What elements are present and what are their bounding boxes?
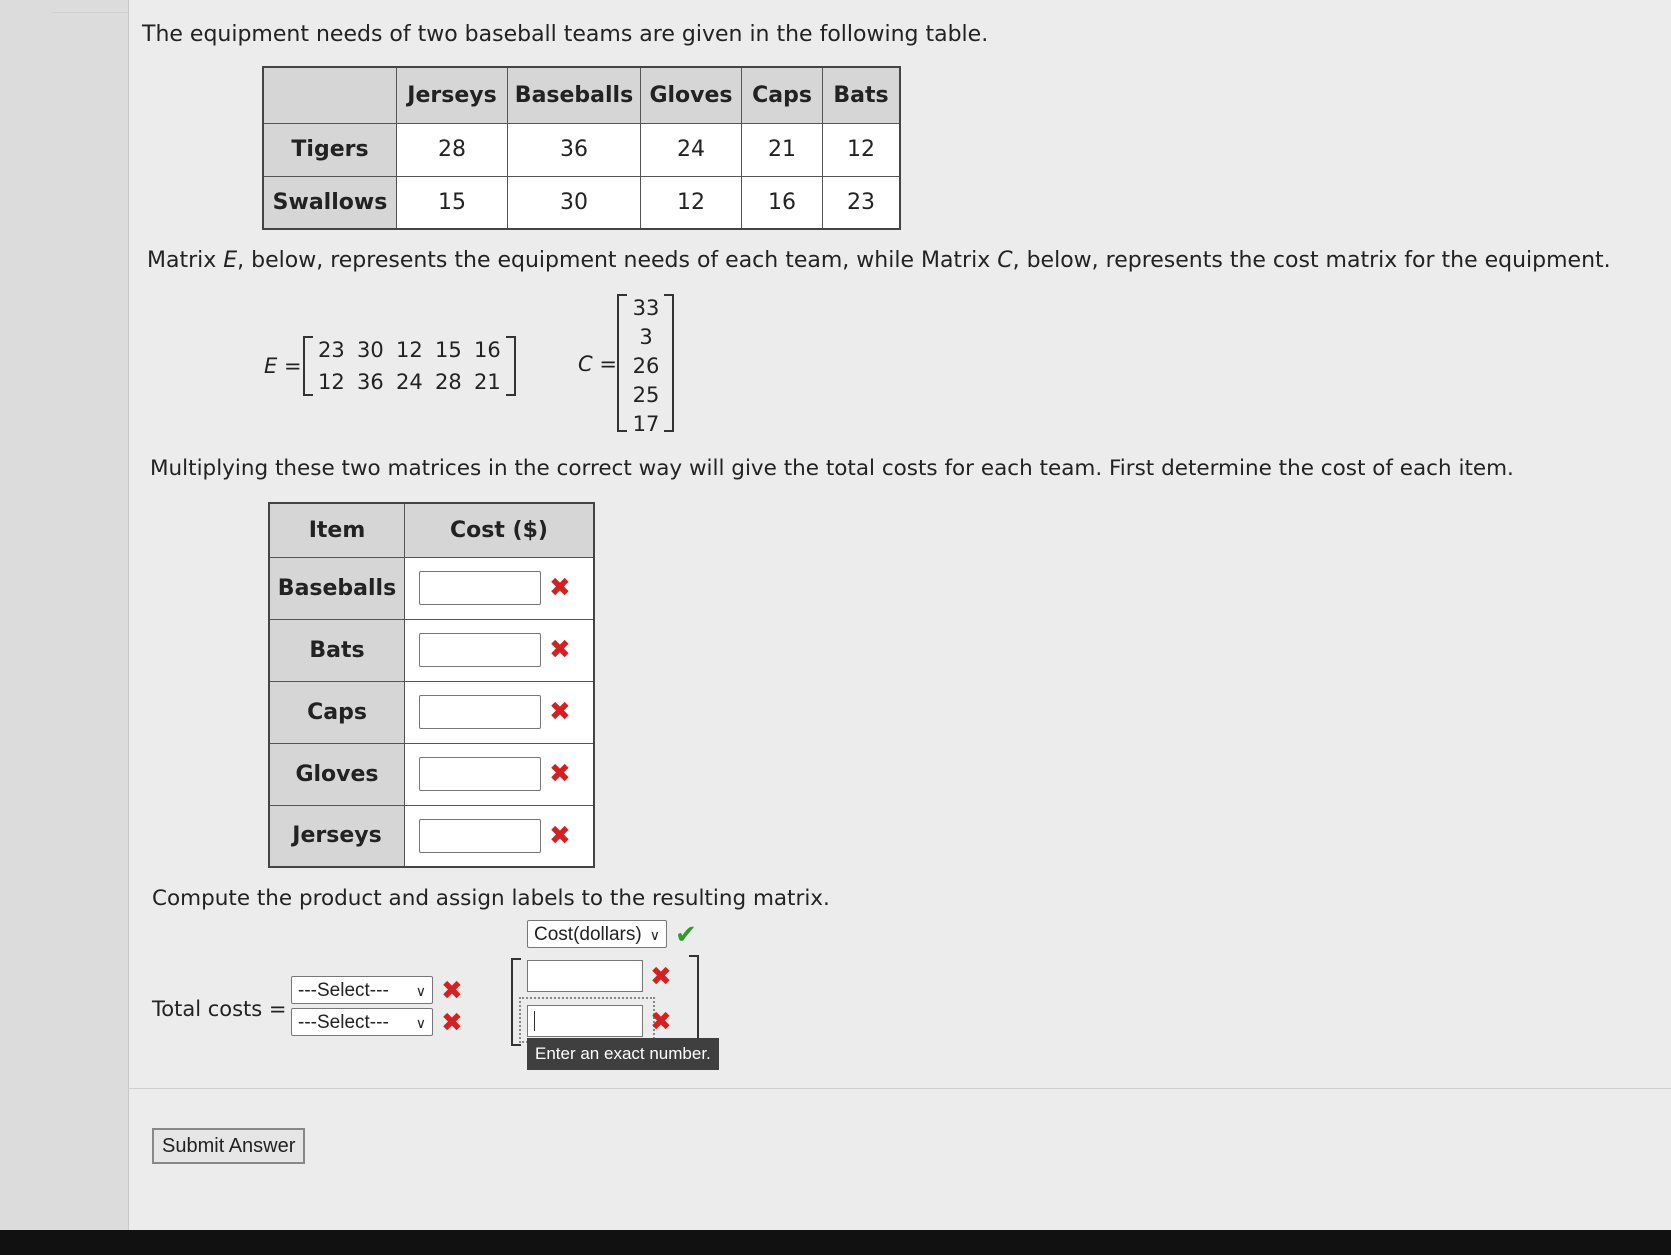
hint-tooltip: Enter an exact number.: [527, 1038, 719, 1070]
matrix-description: [147, 248, 1611, 273]
table-row: [269, 557, 594, 619]
table-row: [269, 805, 594, 867]
correct-check-icon: ✔: [675, 920, 697, 950]
text-cursor: [534, 1011, 535, 1031]
table-row: [263, 176, 900, 229]
matrix-e-cell: 23: [318, 338, 345, 362]
matrix-c-right-bracket: [664, 294, 674, 432]
cell: 21: [742, 123, 823, 176]
text-segment: C: [997, 248, 1013, 273]
matrix-e-left-bracket: [303, 336, 313, 396]
item-cost-table: [268, 502, 595, 868]
incorrect-x-icon: ✖: [549, 820, 571, 851]
cost-cell: [405, 805, 595, 867]
matrix-c-cell: 26: [632, 354, 660, 378]
result-right-bracket: [689, 955, 699, 1045]
header-baseballs: Baseballs: [508, 67, 641, 123]
compute-instructions: Compute the product and assign labels to the resulting matrix.: [152, 886, 830, 911]
header-cost: Cost ($): [405, 503, 595, 557]
matrix-e-cell: 12: [318, 370, 345, 394]
incorrect-x-icon: ✖: [549, 759, 571, 789]
item-label-jerseys: Jerseys: [269, 805, 405, 867]
table-row: [269, 619, 594, 681]
matrix-e-label: E =: [264, 354, 302, 378]
row-label-value: ---Select---: [298, 980, 389, 1001]
incorrect-x-icon: ✖: [441, 976, 463, 1006]
row-label-value: ---Select---: [298, 1012, 389, 1033]
matrix-e-cell: 24: [396, 370, 423, 394]
matrix-e-row-2: [318, 370, 504, 394]
matrix-c-column: [630, 294, 662, 439]
header-bats: Bats: [823, 67, 901, 123]
incorrect-x-icon: ✖: [650, 962, 672, 992]
chevron-down-icon: ∨: [415, 1015, 426, 1031]
matrix-e-cell: 15: [435, 338, 462, 362]
table-row: [263, 123, 900, 176]
incorrect-x-icon: ✖: [549, 573, 571, 603]
table-row: [269, 681, 594, 743]
matrix-c-cell: 17: [632, 412, 660, 436]
matrix-c-cell: 33: [632, 296, 660, 320]
matrix-c-label: C =: [578, 352, 617, 376]
matrix-e-cell: 12: [396, 338, 423, 362]
cost-cell: [405, 619, 595, 681]
row-label-select-2[interactable]: [291, 1008, 433, 1036]
text-segment: , below, represents the equipment needs of each team, while Matrix: [237, 248, 998, 273]
divider: [128, 1088, 1671, 1089]
cell: 15: [397, 176, 508, 229]
header-jerseys: Jerseys: [397, 67, 508, 123]
cost-cell: [405, 743, 595, 805]
cell: 28: [397, 123, 508, 176]
matrix-e-cell: 16: [474, 338, 501, 362]
cost-cell: [405, 557, 595, 619]
header-caps: Caps: [742, 67, 823, 123]
cell: 30: [508, 176, 641, 229]
cell: 12: [823, 123, 901, 176]
gloves-cost-input[interactable]: [419, 757, 541, 791]
matrix-c-left-bracket: [617, 294, 627, 432]
item-label-baseballs: Baseballs: [269, 557, 405, 619]
intro-text: The equipment needs of two baseball teams are given in the following table.: [142, 22, 989, 47]
cell: 16: [742, 176, 823, 229]
cell: 24: [641, 123, 742, 176]
table-corner: [263, 67, 397, 123]
matrix-e-cell: 21: [474, 370, 501, 394]
jerseys-cost-input[interactable]: [419, 819, 541, 853]
row-label-swallows: Swallows: [263, 176, 397, 229]
screen-bezel: [0, 1230, 1671, 1255]
row-label-tigers: Tigers: [263, 123, 397, 176]
matrix-c-cell: 25: [632, 383, 660, 407]
equipment-needs-table: [262, 66, 901, 230]
incorrect-x-icon: ✖: [650, 1007, 672, 1037]
cell: 23: [823, 176, 901, 229]
cell: 12: [641, 176, 742, 229]
incorrect-x-icon: ✖: [549, 635, 571, 665]
result-swallows-input[interactable]: [527, 1005, 643, 1037]
chevron-down-icon: ∨: [649, 927, 660, 943]
incorrect-x-icon: ✖: [441, 1008, 463, 1038]
submit-answer-button[interactable]: Submit Answer: [152, 1128, 305, 1164]
text-segment: E: [223, 248, 238, 273]
bats-cost-input[interactable]: [419, 633, 541, 667]
result-tigers-input[interactable]: [527, 960, 643, 992]
item-label-gloves: Gloves: [269, 743, 405, 805]
matrix-c-cell: 3: [639, 325, 653, 349]
column-label-value: Cost(dollars): [534, 924, 642, 945]
matrix-e-cell: 28: [435, 370, 462, 394]
matrix-e-cell: 36: [357, 370, 384, 394]
caps-cost-input[interactable]: [419, 695, 541, 729]
matrix-e-right-bracket: [506, 336, 516, 396]
header-item: Item: [269, 503, 405, 557]
incorrect-x-icon: ✖: [549, 697, 571, 727]
cell: 36: [508, 123, 641, 176]
item-label-bats: Bats: [269, 619, 405, 681]
total-costs-label: Total costs =: [152, 997, 287, 1021]
baseballs-cost-input[interactable]: [419, 571, 541, 605]
matrix-e-row-1: [318, 338, 504, 362]
column-label-select[interactable]: [527, 920, 667, 948]
header-gloves: Gloves: [641, 67, 742, 123]
row-label-select-1[interactable]: [291, 976, 433, 1004]
text-segment: , below, represents the cost matrix for the equipment.: [1012, 248, 1611, 273]
cost-cell: [405, 681, 595, 743]
multiply-instructions: Multiplying these two matrices in the correct way will give the total costs for each team. First determine the cost of each item.: [150, 456, 1514, 481]
table-row: [269, 743, 594, 805]
text-segment: Matrix: [147, 248, 224, 273]
matrix-e-cell: 30: [357, 338, 384, 362]
item-label-caps: Caps: [269, 681, 405, 743]
chevron-down-icon: ∨: [415, 983, 426, 999]
